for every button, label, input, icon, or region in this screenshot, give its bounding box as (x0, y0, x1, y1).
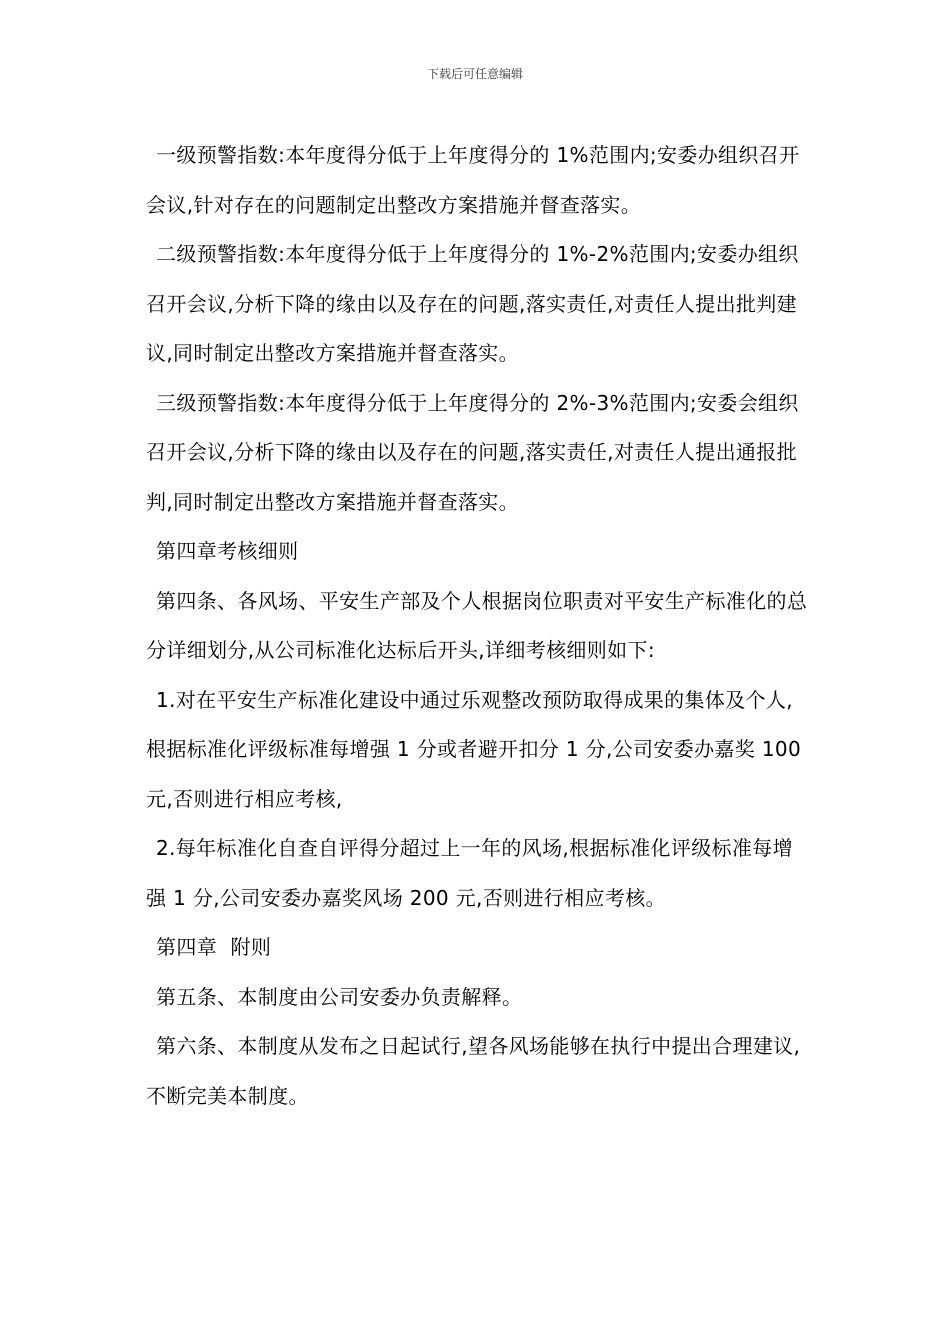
paragraph-item-1: 1.对在平安生产标准化建设中通过乐观整改预防取得成果的集体及个人,根据标准化评级标准每增强 1 分或者避开扣分 1 分,公司安委办嘉奖 100 元,否则进行相应考核, (146, 687, 802, 811)
paragraph-article-5: 第五条、本制度由公司安委办负责解释。 (156, 984, 523, 1009)
page-header: 下载后可任意编辑 (426, 67, 523, 81)
chapter-heading-assessment: 第四章考核细则 (156, 539, 299, 563)
paragraph-item-2: 2.每年标准化自查自评得分超过上一年的风场,根据标准化评级标准每增强 1 分,公司安委办嘉奖风场 200 元,否则进行相应考核。 (146, 836, 793, 910)
chapter-heading-appendix: 第四章 附则 (156, 935, 272, 959)
paragraph-level2-warning: 二级预警指数:本年度得分低于上年度得分的 1%-2%范围内;安委办组织召开会议,分析下降的缘由以及存在的问题,落实责任,对责任人提出批判建议,同时制定出整改方案措施并督查落实。 (146, 242, 799, 365)
paragraph-article-4: 第四条、各风场、平安生产部及个人根据岗位职责对平安生产标准化的总分详细划分,从公司标准化达标后开头,详细考核细则如下: (146, 588, 808, 662)
document-body (146, 131, 811, 1121)
paragraph-level3-warning: 三级预警指数:本年度得分低于上年度得分的 2%-3%范围内;安委会组织召开会议,分析下降的缘由以及存在的问题,落实责任,对责任人提出通报批判,同时制定出整改方案措施并督查落实。 (146, 390, 799, 514)
paragraph-level1-warning: 一级预警指数:本年度得分低于上年度得分的 1%范围内;安委办组织召开会议,针对存在的问题制定出整改方案措施并督查落实。 (146, 143, 800, 217)
paragraph-article-6: 第六条、本制度从发布之日起试行,望各风场能够在执行中提出合理建议,不断完美本制度。 (146, 1034, 801, 1108)
